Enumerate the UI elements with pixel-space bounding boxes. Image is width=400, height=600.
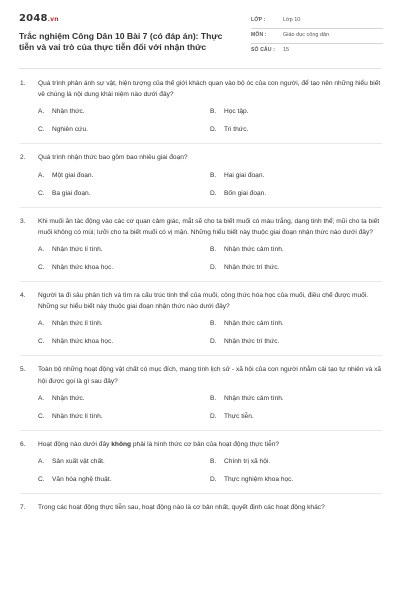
option-letter: C.	[38, 476, 45, 484]
answer-option[interactable]	[210, 171, 382, 181]
answer-option[interactable]	[38, 475, 210, 485]
option-text: Nhận thức lí tính.	[52, 320, 103, 328]
question-body-before: Hoạt động nào dưới đây	[38, 440, 112, 448]
question-text	[20, 439, 382, 450]
logo-suffix-text: .vn	[47, 16, 59, 23]
question-2	[0, 152, 400, 207]
option-letter: C.	[38, 126, 45, 134]
meta-row-class	[251, 14, 383, 29]
option-letter: D.	[210, 412, 217, 420]
option-text: Nhận thức trí thức.	[224, 264, 280, 272]
document-title: Trắc nghiệm Công Dân 10 Bài 7 (có đáp án): Thực tiễn và vai trò của thực tiễn đối với nhận thức	[19, 31, 223, 52]
answer-option[interactable]	[38, 245, 210, 255]
question-separator	[20, 143, 382, 144]
meta-value: 15	[283, 47, 290, 53]
option-letter: C.	[38, 338, 45, 346]
option-letter: B.	[210, 394, 217, 402]
option-text: Nghiên cứu.	[52, 126, 88, 134]
question-body: Toàn bộ những hoạt động vật chất có mục đích, mang tính lịch sử - xã hội của con người nhằm cải tạo tự nhiên và xã hội được gọi là gì sau đây?	[38, 366, 382, 385]
option-text: Tri thức.	[224, 126, 249, 134]
option-text: Nhận thức khoa học.	[52, 338, 114, 346]
answer-option[interactable]	[210, 337, 382, 347]
question-3	[0, 216, 400, 282]
option-letter: C.	[38, 264, 45, 272]
option-letter: C.	[38, 412, 45, 420]
option-letter: A.	[38, 171, 45, 179]
question-body: Người ta đi sâu phân tích và tìm ra cấu trúc tinh thể của muối, công thức hóa học của muối, điều chế được muối. Những sự hiểu biết này thuộc giai đoạn nhận thức nào dưới đây?	[38, 292, 369, 311]
answer-option[interactable]	[210, 394, 382, 404]
option-text: Một giai đoạn.	[52, 171, 94, 179]
option-letter: A.	[38, 108, 45, 116]
answer-option[interactable]	[210, 475, 382, 485]
question-5	[0, 364, 400, 430]
question-number: 7.	[20, 504, 26, 512]
meta-table	[251, 14, 383, 59]
option-text: Nhận thức.	[52, 108, 85, 116]
meta-value: Lớp 10	[283, 17, 301, 23]
question-separator	[20, 281, 382, 282]
answer-option[interactable]	[38, 263, 210, 273]
meta-label: MÔN :	[251, 32, 267, 38]
question-number: 6.	[20, 440, 26, 448]
answer-options	[20, 245, 382, 273]
option-letter: D.	[210, 264, 217, 272]
answer-options	[20, 319, 382, 347]
option-text: Thực tiễn.	[224, 412, 254, 420]
meta-value: Giáo dục công dân	[283, 32, 330, 38]
document-header	[0, 0, 400, 66]
question-separator	[20, 430, 382, 431]
question-body: Quá trình phản ánh sự vật, hiện tượng của thế giới khách quan vào bộ óc của con người, để tạo nên những hiểu biết về chúng là nội dung khái niệm nào dưới đây?	[38, 80, 381, 99]
logo-main-text: 2048	[19, 13, 48, 24]
option-letter: B.	[210, 108, 217, 116]
option-text: Nhận thức khoa học.	[52, 264, 114, 272]
answer-options	[20, 171, 382, 199]
answer-option[interactable]	[38, 319, 210, 329]
option-text: Thực nghiệm khoa học.	[224, 476, 294, 484]
option-text: Bốn giai đoạn.	[224, 189, 267, 197]
option-letter: A.	[38, 320, 45, 328]
option-letter: B.	[210, 458, 217, 466]
option-text: Hai giai đoạn.	[224, 171, 265, 179]
answer-option[interactable]	[38, 107, 210, 117]
question-text	[20, 216, 382, 238]
option-letter: D.	[210, 476, 217, 484]
question-body: Quá trình nhận thức bao gồm bao nhiêu giai đoạn?	[38, 154, 188, 162]
answer-option[interactable]	[210, 457, 382, 467]
answer-options	[20, 394, 382, 422]
option-text: Ba giai đoạn.	[52, 189, 91, 197]
answer-option[interactable]	[38, 171, 210, 181]
question-keyword: không	[111, 440, 132, 448]
answer-option[interactable]	[210, 107, 382, 117]
option-text: Văn hóa nghệ thuật.	[52, 476, 112, 484]
question-number: 3.	[20, 217, 26, 225]
option-text: Nhận thức trí thức.	[224, 338, 280, 346]
answer-option[interactable]	[210, 125, 382, 135]
answer-option[interactable]	[210, 319, 382, 329]
answer-option[interactable]	[210, 412, 382, 422]
answer-option[interactable]	[38, 412, 210, 422]
answer-option[interactable]	[38, 337, 210, 347]
answer-options	[20, 457, 382, 485]
option-letter: C.	[38, 189, 45, 197]
meta-row-subject	[251, 29, 383, 44]
meta-label: LỚP :	[251, 17, 266, 23]
question-text	[20, 364, 382, 386]
option-letter: A.	[38, 394, 45, 402]
answer-options	[20, 107, 382, 135]
question-body: Trong các hoạt động thực tiễn sau, hoạt động nào là cơ bản nhất, quyết định các hoạt động khác?	[38, 504, 325, 512]
question-number: 4.	[20, 292, 26, 300]
option-text: Học tập.	[224, 108, 249, 116]
header-divider	[19, 68, 382, 69]
question-6	[0, 439, 400, 494]
question-separator	[20, 493, 382, 494]
option-text: Nhận thức.	[52, 394, 85, 402]
answer-option[interactable]	[210, 245, 382, 255]
option-letter: D.	[210, 126, 217, 134]
option-letter: D.	[210, 189, 217, 197]
question-7	[0, 502, 400, 513]
question-number: 5.	[20, 366, 26, 374]
answer-option[interactable]	[38, 189, 210, 199]
option-letter: A.	[38, 458, 45, 466]
question-1	[0, 78, 400, 144]
question-number: 2.	[20, 154, 26, 162]
answer-option[interactable]	[38, 125, 210, 135]
question-body-after: phải là hình thức cơ bản của hoạt động thực tiễn?	[131, 440, 280, 448]
answer-option[interactable]	[38, 457, 210, 467]
option-text: Sản xuất vật chất.	[52, 458, 105, 466]
question-separator	[20, 355, 382, 356]
question-body: Khi muối ăn tác động vào các cơ quan cảm giác, mắt sẽ cho ta biết muối có màu trắng, dạng tinh thể; mũi cho ta biết muối không có mùi; lưỡi cho ta biết muối có vị mặn. Những hiểu biết này thuộc giai đoạn nhận thức nào dưới đây?	[38, 217, 380, 236]
meta-label: SỐ CÂU :	[251, 47, 276, 53]
option-text: Nhận thức cảm tính.	[224, 394, 284, 402]
question-4	[0, 290, 400, 356]
question-text	[20, 502, 382, 513]
option-text: Nhận thức cảm tính.	[224, 246, 284, 254]
question-text	[20, 290, 382, 312]
option-letter: B.	[210, 171, 217, 179]
answer-option[interactable]	[38, 394, 210, 404]
question-list	[0, 78, 400, 521]
option-text: Nhận thức cảm tính.	[224, 320, 284, 328]
site-logo[interactable]	[19, 13, 59, 24]
option-text: Nhận thức lí tính.	[52, 412, 103, 420]
question-text	[20, 152, 382, 163]
meta-row-count	[251, 44, 383, 59]
option-letter: A.	[38, 246, 45, 254]
option-letter: B.	[210, 320, 217, 328]
answer-option[interactable]	[210, 189, 382, 199]
question-number: 1.	[20, 80, 26, 87]
question-separator	[20, 207, 382, 208]
question-text	[20, 78, 382, 100]
option-text: Chính trị xã hội.	[224, 458, 271, 466]
option-letter: D.	[210, 338, 217, 346]
answer-option[interactable]	[210, 263, 382, 273]
option-text: Nhận thức lí tính.	[52, 246, 103, 254]
option-letter: B.	[210, 246, 217, 254]
